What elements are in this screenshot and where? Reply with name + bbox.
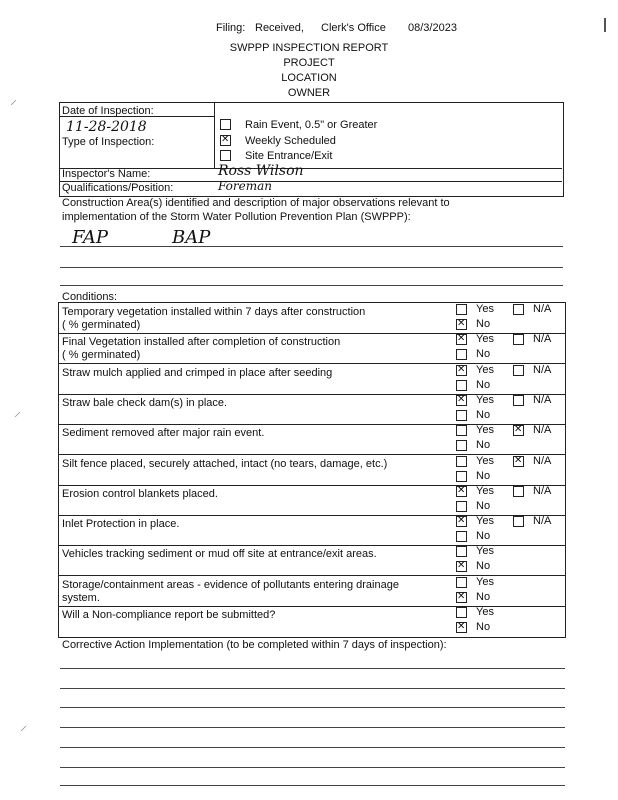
condition-text: Vehicles tracking sediment or mud off site at entrance/exit areas.: [62, 548, 377, 560]
qualifications-value[interactable]: Foreman: [218, 179, 272, 193]
type-label: Type of Inspection:: [62, 136, 155, 148]
na-label: N/A: [533, 485, 552, 497]
construction-text-line1: Construction Area(s) identified and description of major observations relevant to: [62, 197, 450, 209]
conditions-label: Conditions:: [62, 291, 118, 303]
yes-checkbox[interactable]: [456, 456, 467, 467]
yes-label: Yes: [476, 576, 494, 588]
yes-checkbox[interactable]: [456, 516, 467, 527]
na-label: N/A: [533, 333, 552, 345]
filing-label: Filing:: [216, 22, 246, 34]
yes-label: Yes: [476, 545, 494, 557]
no-label: No: [476, 318, 491, 330]
condition-row: [59, 515, 565, 546]
condition-text: Final Vegetation installed after completion of construction: [62, 336, 341, 348]
condition-subtext: ( % germinated): [62, 349, 141, 361]
condition-row: [59, 576, 565, 607]
construction-area-value-2[interactable]: BAP: [172, 227, 211, 248]
condition-row: [59, 333, 565, 364]
corrective-line[interactable]: [60, 668, 565, 669]
filing-office: Clerk's Office: [321, 22, 386, 34]
construction-text-line2: implementation of the Storm Water Pollution Prevention Plan (SWPPP):: [62, 211, 411, 223]
no-checkbox[interactable]: [456, 410, 467, 421]
no-checkbox[interactable]: [456, 471, 467, 482]
na-checkbox[interactable]: [513, 516, 524, 527]
no-label: No: [476, 409, 491, 421]
no-label: No: [476, 379, 491, 391]
no-checkbox[interactable]: [456, 622, 467, 633]
no-checkbox[interactable]: [456, 531, 467, 542]
yes-label: Yes: [476, 485, 494, 497]
weekly-scheduled-checkbox[interactable]: [220, 135, 231, 146]
yes-checkbox[interactable]: [456, 546, 467, 557]
no-label: No: [476, 439, 491, 451]
date-label: Date of Inspection:: [62, 105, 154, 117]
na-checkbox[interactable]: [513, 486, 524, 497]
condition-text: Temporary vegetation installed within 7 days after construction: [62, 306, 366, 318]
condition-text: Silt fence placed, securely attached, intact (no tears, damage, etc.): [62, 458, 388, 470]
report-title: SWPPP INSPECTION REPORT: [229, 42, 389, 54]
project-heading: PROJECT: [283, 57, 335, 69]
construction-area-value-1[interactable]: FAP: [72, 227, 109, 248]
corrective-line[interactable]: [60, 747, 565, 748]
no-label: No: [476, 591, 491, 603]
observation-line[interactable]: [60, 285, 563, 286]
weekly-scheduled-label: Weekly Scheduled: [245, 135, 336, 147]
condition-subtext: system.: [62, 592, 100, 604]
na-label: N/A: [533, 455, 552, 467]
condition-text: Storage/containment areas - evidence of pollutants entering drainage: [62, 579, 399, 591]
condition-row: [59, 394, 565, 425]
no-checkbox[interactable]: [456, 501, 467, 512]
site-entrance-label: Site Entrance/Exit: [245, 150, 333, 162]
condition-row: [59, 485, 565, 516]
corrective-line[interactable]: [60, 707, 565, 708]
na-checkbox[interactable]: [513, 425, 524, 436]
conditions-table: [58, 302, 566, 638]
observation-line[interactable]: [60, 246, 563, 247]
yes-label: Yes: [476, 333, 494, 345]
filing-date: 08/3/2023: [408, 22, 457, 34]
yes-label: Yes: [476, 364, 494, 376]
no-label: No: [476, 560, 491, 572]
condition-row: [59, 364, 565, 395]
scan-mark: ⸝: [10, 91, 17, 107]
yes-checkbox[interactable]: [456, 304, 467, 315]
condition-row: [59, 606, 565, 636]
location-heading: LOCATION: [281, 72, 337, 84]
observation-line[interactable]: [60, 267, 563, 268]
corrective-line[interactable]: [60, 727, 565, 728]
date-value[interactable]: 11-28-2018: [66, 119, 147, 135]
no-checkbox[interactable]: [456, 561, 467, 572]
condition-text: Straw mulch applied and crimped in place after seeding: [62, 367, 333, 379]
scan-mark: ⸝: [14, 403, 21, 419]
rain-event-label: Rain Event, 0.5" or Greater: [245, 119, 378, 131]
yes-label: Yes: [476, 424, 494, 436]
inspector-label: Inspector's Name:: [62, 168, 151, 180]
condition-row: [59, 455, 565, 486]
no-label: No: [476, 530, 491, 542]
na-checkbox[interactable]: [513, 395, 524, 406]
scan-mark: ⸝: [20, 717, 27, 733]
corrective-line[interactable]: [60, 785, 565, 786]
no-checkbox[interactable]: [456, 319, 467, 330]
na-checkbox[interactable]: [513, 304, 524, 315]
no-checkbox[interactable]: [456, 349, 467, 360]
no-checkbox[interactable]: [456, 592, 467, 603]
yes-label: Yes: [476, 303, 494, 315]
na-checkbox[interactable]: [513, 456, 524, 467]
no-label: No: [476, 500, 491, 512]
yes-label: Yes: [476, 606, 494, 618]
yes-label: Yes: [476, 455, 494, 467]
na-checkbox[interactable]: [513, 365, 524, 376]
na-checkbox[interactable]: [513, 334, 524, 345]
scan-mark: [604, 18, 606, 32]
corrective-line[interactable]: [60, 767, 565, 768]
condition-text: Will a Non-compliance report be submitted?: [62, 609, 276, 621]
condition-subtext: ( % germinated): [62, 319, 141, 331]
corrective-action-label: Corrective Action Implementation (to be completed within 7 days of inspection):: [62, 639, 447, 651]
condition-row: [59, 424, 565, 455]
yes-checkbox[interactable]: [456, 334, 467, 345]
yes-checkbox[interactable]: [456, 577, 467, 588]
filing-status: Received,: [255, 22, 304, 34]
yes-checkbox[interactable]: [456, 395, 467, 406]
site-entrance-checkbox[interactable]: [220, 150, 231, 161]
yes-checkbox[interactable]: [456, 607, 467, 618]
no-checkbox[interactable]: [456, 380, 467, 391]
no-checkbox[interactable]: [456, 440, 467, 451]
condition-row: [59, 303, 565, 334]
no-label: No: [476, 348, 491, 360]
yes-checkbox[interactable]: [456, 365, 467, 376]
condition-text: Erosion control blankets placed.: [62, 488, 218, 500]
no-label: No: [476, 470, 491, 482]
owner-heading: OWNER: [287, 87, 331, 99]
condition-text: Sediment removed after major rain event.: [62, 427, 265, 439]
yes-checkbox[interactable]: [456, 486, 467, 497]
na-label: N/A: [533, 515, 552, 527]
na-label: N/A: [533, 394, 552, 406]
yes-label: Yes: [476, 515, 494, 527]
condition-text: Inlet Protection in place.: [62, 518, 180, 530]
yes-label: Yes: [476, 394, 494, 406]
corrective-line[interactable]: [60, 688, 565, 689]
na-label: N/A: [533, 303, 552, 315]
condition-row: [59, 545, 565, 576]
na-label: N/A: [533, 364, 552, 376]
condition-text: Straw bale check dam(s) in place.: [62, 397, 228, 409]
inspector-value[interactable]: Ross Wilson: [218, 163, 304, 179]
no-label: No: [476, 621, 491, 633]
yes-checkbox[interactable]: [456, 425, 467, 436]
rain-event-checkbox[interactable]: [220, 119, 231, 130]
na-label: N/A: [533, 424, 552, 436]
qualifications-label: Qualifications/Position:: [62, 182, 174, 194]
